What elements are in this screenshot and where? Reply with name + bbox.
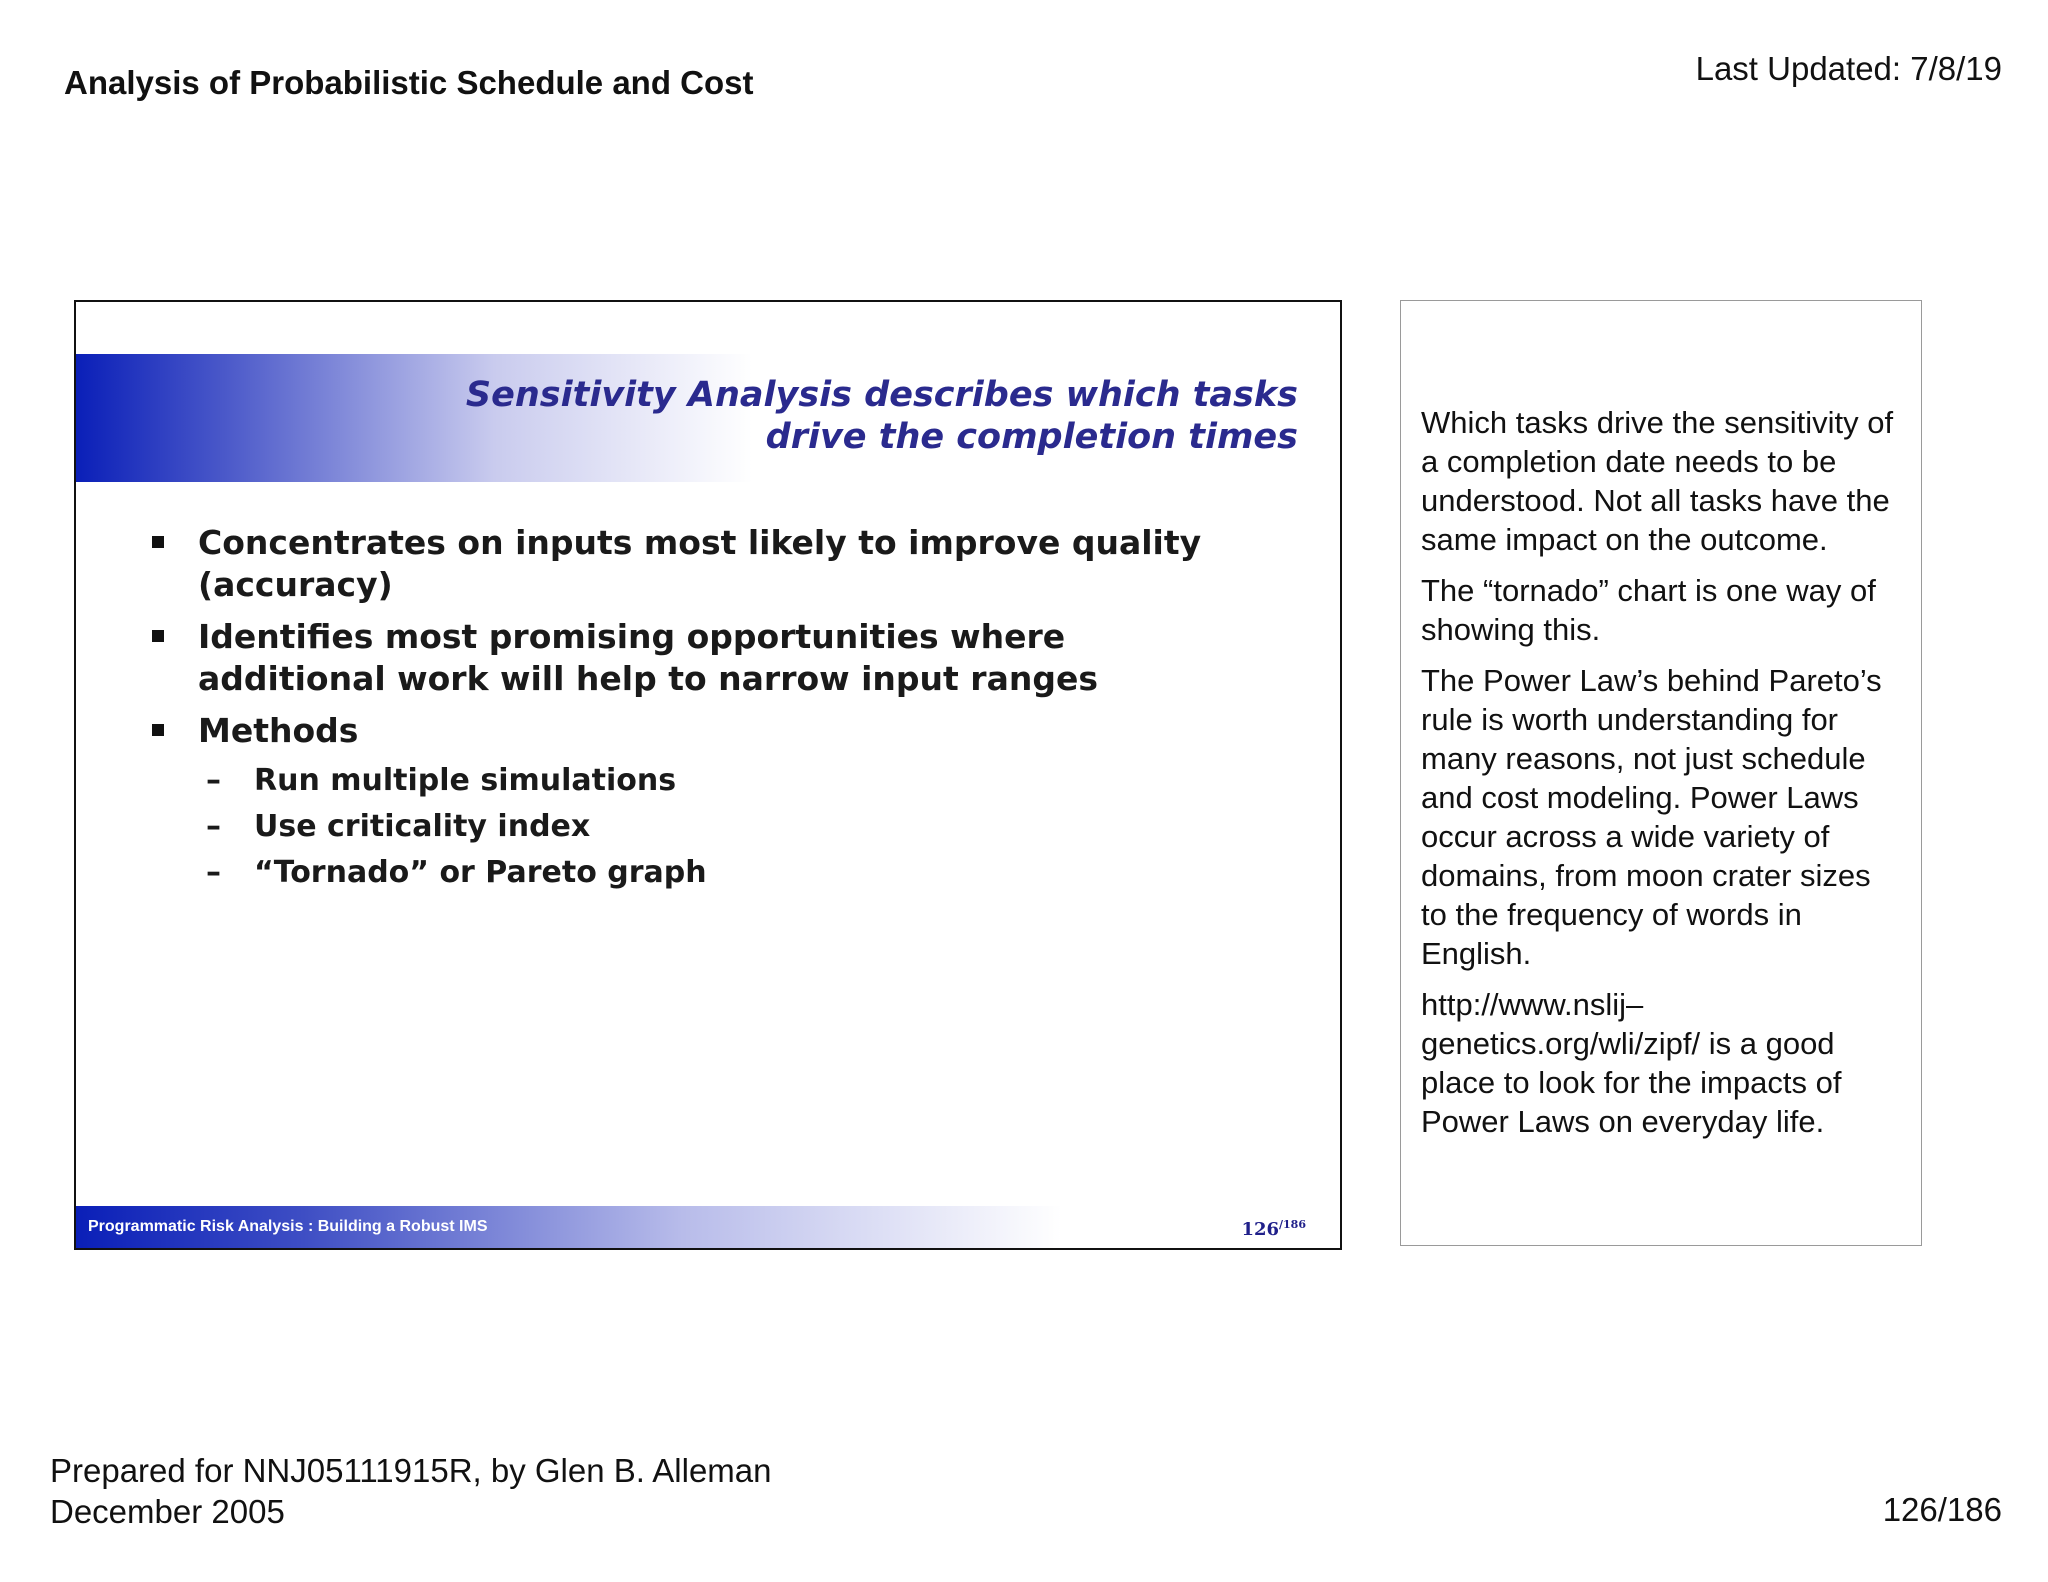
slide-sub-bullet xyxy=(150,762,1250,800)
prepared-by-line: Prepared for NNJ05111915R, by Glen B. Alleman xyxy=(50,1452,772,1489)
slide-footer-title: Programmatic Risk Analysis : Building a Robust IMS xyxy=(88,1218,488,1235)
prepared-date: December 2005 xyxy=(50,1493,285,1530)
slide-sub-bullet xyxy=(150,854,1250,892)
notes-paragraph: The “tornado” chart is one way of showing this. xyxy=(1421,573,1876,647)
slide-bullet-text: Identifies most promising opportunities where additional work will help to narrow input ranges xyxy=(198,617,1098,698)
slide-page-total: /186 xyxy=(1279,1218,1306,1231)
last-updated-date: Last Updated: 7/8/19 xyxy=(1695,50,2002,87)
slide-bullet-text: Methods xyxy=(198,711,359,750)
square-bullet-icon xyxy=(152,536,164,548)
slide-bullet-text: Concentrates on inputs most likely to improve quality (accuracy) xyxy=(198,523,1202,604)
slide-bullet xyxy=(150,522,1250,606)
dash-bullet-icon: – xyxy=(206,809,221,844)
prepared-by-block xyxy=(50,1450,772,1532)
square-bullet-icon xyxy=(152,630,164,642)
document-page-number: 126/186 xyxy=(1882,1491,2002,1528)
notes-paragraph: http://www.nslij–genetics.org/wli/zipf/ is a good place to look for the impacts of Power Laws on everyday life. xyxy=(1421,987,1842,1139)
dash-bullet-icon: – xyxy=(206,763,221,798)
slide-page-current: 126 xyxy=(1241,1219,1280,1240)
square-bullet-icon xyxy=(152,724,164,736)
slide-footer-bar xyxy=(76,1206,1340,1248)
slide-thumbnail xyxy=(74,300,1342,1250)
slide-sub-bullet-text: Use criticality index xyxy=(254,809,591,844)
notes-paragraph: The Power Law’s behind Pareto’s rule is worth understanding for many reasons, not just schedule and cost modeling. Power Laws occur across a wide variety of domains, from moon crater sizes to the frequency of words in English. xyxy=(1421,663,1882,971)
document-title: Analysis of Probabilistic Schedule and Cost xyxy=(64,64,754,101)
slide-bullet xyxy=(150,616,1250,700)
slide-heading-line-1: Sensitivity Analysis describes which tasks xyxy=(465,375,1298,415)
slide-heading xyxy=(466,374,1298,458)
slide-sub-bullet-text: Run multiple simulations xyxy=(254,763,677,798)
slide-sub-bullet xyxy=(150,808,1250,846)
slide-sub-bullet-text: “Tornado” or Pareto graph xyxy=(254,855,707,890)
slide-page-number xyxy=(1241,1218,1306,1240)
notes-paragraph: Which tasks drive the sensitivity of a completion date needs to be understood. Not all tasks have the same impact on the outcome. xyxy=(1421,405,1894,557)
speaker-notes-panel xyxy=(1400,300,1922,1246)
slide-heading-line-2: drive the completion times xyxy=(765,417,1298,457)
dash-bullet-icon: – xyxy=(206,855,221,890)
slide-bullet xyxy=(150,710,1250,752)
slide-bullet-list xyxy=(150,522,1250,900)
